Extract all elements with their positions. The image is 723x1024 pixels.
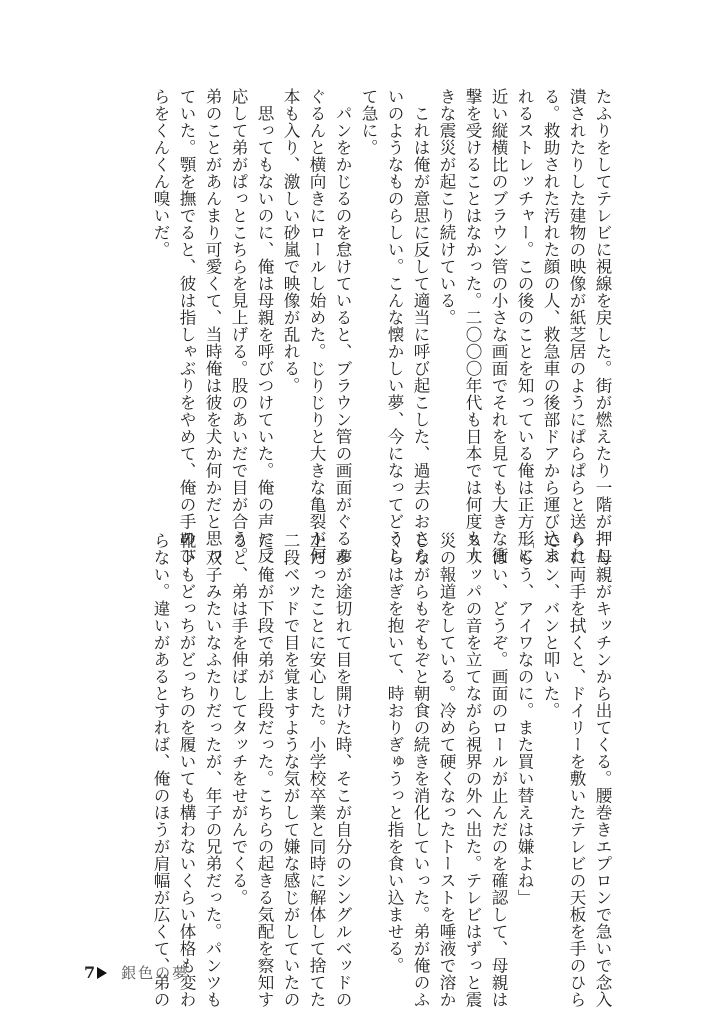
text-column: 近い縦横比のブラウン管の小さな画面でそれを見ても大きな衝 [489, 88, 508, 564]
text-column: る。救助された汚れた顔の人、救急車の後部ドアから運び込ま [541, 88, 560, 564]
text-column: ていた。顎を撫でると、彼は指しゃぶりをやめて、俺の手のひ [177, 88, 196, 564]
text-column: 災の報道をしている。冷めて硬くなったトーストを唾液で溶か [437, 532, 456, 1008]
text-column: たふりをしてテレビに視線を戻した。街が燃えたり一階が押し [593, 88, 612, 564]
text-column: 弟のことがあんまり可愛くて、当時俺は彼を犬か何かだと思っ [203, 88, 222, 564]
text-column: 思ってもないのに、俺は母親を呼びつけていた。俺の声に反 [255, 88, 274, 564]
text-column: れるストレッチャー。この後のことを知っている俺は正方形に [515, 88, 534, 564]
text-column: 上だったことに安心した。小学校卒業と同時に解体して捨てた [307, 532, 326, 1008]
text-column: 二段ベッドで目を覚ますような気がして嫌な感じがしていたの [281, 532, 300, 1008]
text-column: 潰されたりした建物の映像が紙芝居のようにぱらぱらと送られ [567, 88, 586, 564]
text-column: でバン、バンと叩いた。 [541, 532, 560, 719]
text-column: らない。違いがあるとすれば、俺のほうが肩幅が広くて、弟の [151, 532, 170, 1008]
text-column: 「もう、アイワなのに。また買い替えは嫌よね」 [515, 532, 534, 906]
text-column: 夢が途切れて目を開けた時、そこが自分のシングルベッドの [333, 532, 352, 1008]
text-column: りに両手を拭くと、ドイリーを敷いたテレビの天板を手のひら [567, 532, 586, 1008]
book-title: 銀色の夢 [121, 964, 190, 982]
text-column: しながらもぞもぞと朝食の続きを消化していった。弟が俺のふ [411, 532, 430, 1008]
text-column: ると、弟は手を伸ばしてタッチをせがんでくる。 [229, 532, 248, 906]
page-footer [84, 962, 189, 983]
text-column: パンをかじるのを怠けていると、ブラウン管の画面がぐるん [333, 88, 352, 564]
text-column: いのようなものらしい。こんな懐かしい夢、今になってどうし [385, 88, 404, 564]
text-column: 双子みたいなふたりだったが、年子の兄弟だった。パンツも [203, 532, 222, 1008]
text-column: 母親がキッチンから出てくる。腰巻きエプロンで急いで念入 [593, 532, 612, 1008]
text-column: 本も入り、激しい砂嵐で映像が乱れる。 [281, 88, 300, 394]
text-column: くらはぎを抱いて、時おりぎゅうっと指を食い込ませる。 [385, 532, 404, 974]
text-column: 撃を受けることはなかった。二〇〇〇年代も日本では何度も大 [463, 88, 482, 564]
right-triangle-icon [97, 967, 107, 979]
top-text-tier [115, 88, 615, 564]
text-column: だ。俺が下段で弟が上段だった。こちらの起きる気配を察知す [255, 532, 274, 1008]
text-column: 靴下もどっちがどっちのを履いても構わないくらい体格も変わ [177, 532, 196, 1008]
text-column: ぐるんと横向きにロールし始めた。じりじりと大きな亀裂が何 [307, 88, 326, 564]
blank-line [355, 532, 381, 952]
text-column: らをくんくん嗅いだ。 [151, 88, 170, 258]
text-column: 応して弟がぱっとこちらを見上げる。股のあいだで目が合う。 [229, 88, 248, 564]
page-number: 7 [84, 963, 96, 982]
text-column: スリッパの音を立てながら視界の外へ出た。テレビはずっと震 [463, 532, 482, 1008]
text-column: て急に。 [359, 88, 378, 156]
text-column: これは俺が意思に反して適当に呼び起こした、過去のおさら [411, 88, 430, 564]
text-column: きな震災が起こり続けている。 [437, 88, 456, 326]
text-column: はい、どうぞ。画面のロールが止んだのを確認して、母親は [489, 532, 508, 1008]
